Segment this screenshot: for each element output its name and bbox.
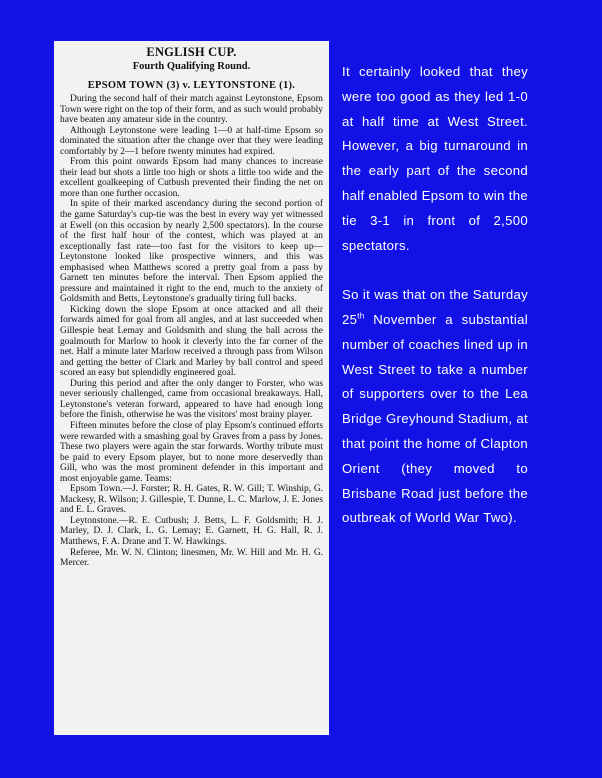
commentary-paragraph-2-start: So it was that on the Saturday 25 <box>342 287 528 327</box>
clipping-paragraph: Fifteen minutes before the close of play Epsom's continued efforts were rewarded with a smashing goal by Graves from a pass by Jones. These two players were again the star forwards. Worthy tribute must be paid to every Epsom player, but to none more deservedly than Gill, who was the most prominent defender in this important and most enjoyable game. Teams: <box>60 420 323 484</box>
ordinal-suffix: th <box>357 311 365 321</box>
clipping-subtitle: Fourth Qualifying Round. <box>132 61 251 72</box>
clipping-paragraph: During the second half of their match against Leytonstone, Epsom Town were right on the top of their form, and as such would probably have beaten any amateur side in the country. <box>60 94 324 126</box>
commentary-paragraph-2-end: November a substantial number of coaches lined up in West Street to take a number of supporters over to the Lea Bridge Greyhound Stadium, at that point the home of Clapton Orient (they moved to Brisbane Road just before the outbreak of World War Two). <box>342 311 528 526</box>
clipping-paragraph: From this point onwards Epsom had many chances to increase their lead but shots a little too high or shots a little too wide and the excellent goalkeeping of Cutbush prevented their finding the net on more than one further occasion. <box>60 157 323 199</box>
clipping-paragraph: In spite of their marked ascendancy during the second portion of the game Saturday's cup-tie was the best in every way yet witnessed at Ewell (on this occasion by nearly 2,500 spectators). In the course of the first half hour of the contest, which was played at an exceptionally fast rate—too fast for the visitors to keep up—Leytonstone looked like prospective winners, and this was emphasised when Matthews scored a pretty goal from a pass by Garnett ten minutes before the interval. Then Epsom applied the pressure and maintained it right to the end, much to the anxiety of Goldsmith and Betts, Leytonstone's gradually tiring full backs. <box>60 199 323 305</box>
clipping-match-heading: EPSOM TOWN (3) v. LEYTONSTONE (1). <box>87 80 296 91</box>
commentary-text <box>342 60 528 531</box>
newspaper-clipping <box>54 41 329 735</box>
clipping-body <box>60 94 323 569</box>
commentary-paragraph-2 <box>342 283 528 531</box>
commentary-paragraph-1: It certainly looked that they were too good as they led 1-0 at half time at West Street. However, a big turnaround in the early part of the second half enabled Epsom to win the tie 3-1 in front of 2,500 spectators. <box>342 64 528 253</box>
clipping-officials: Referee, Mr. W. N. Clinton; linesmen, Mr. W. Hill and Mr. H. G. Mercer. <box>60 547 323 569</box>
clipping-team-leytonstone: Leytonstone.—R. E. Cutbush; J. Betts, L. F. Goldsmith; H. J. Marley, D. J. Clark, L. G. Lemay; E. Garnett, H. G. Hall, R. J. Matthews, F. A. Drane and T. W. Hawkings. <box>60 515 323 547</box>
clipping-title: ENGLISH CUP. <box>146 45 237 59</box>
clipping-paragraph: Kicking down the slope Epsom at once attacked and all their forwards aimed for goal from all angles, and at last succeeded when Gillespie beat Lemay and Goldsmith and slung the ball across the goalmouth for Marlow to hook it cleverly into the far corner of the net. Half a minute later Marlow received a through pass from Wilson and getting the better of Clark and Marley by ball control and speed scored an easy but splendidly engineered goal. <box>60 304 323 379</box>
clipping-paragraph: Although Leytonstone were leading 1—0 at half-time Epsom so dominated the situation after the change over that they were leading comfortably by 2—1 before twenty minutes had expired. <box>60 125 323 157</box>
clipping-paragraph: During this period and after the only danger to Forster, who was never seriously challenged, came from occasional breakaways. Hall, Leytonstone's veteran forward, appeared to have had enough long before the finish, otherwise he was the visitors' most brainy player. <box>60 378 323 421</box>
clipping-team-epsom: Epsom Town.—J. Forster; R. H. Gates, R. W. Gill; T. Winship, G. Mackesy, R. Wilson; J. Gillespie, T. Dunne, L. C. Marlow, J. E. Jones and E. L. Graves. <box>60 484 323 516</box>
